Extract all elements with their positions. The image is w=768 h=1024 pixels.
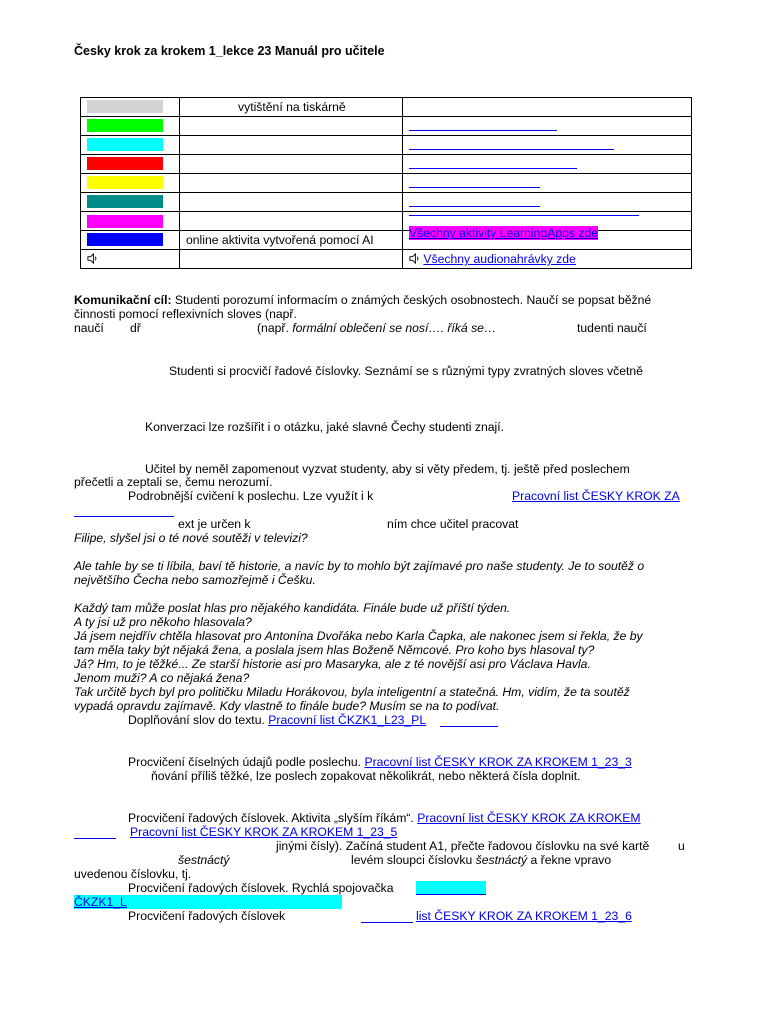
listening-detail: Podrobnější cvičení k poslechu. Lze využít i k xyxy=(128,489,374,503)
ordinals-link-a[interactable]: Pracovní list ČESKY KROK ZA KROKEM xyxy=(417,811,641,825)
left-column: levém sloupci číslovku šestnáctý a řekne vpravo xyxy=(351,853,612,867)
link-placeholder[interactable] xyxy=(409,130,557,131)
dialogue-line: vypadá opravdu zajímavě. Kdy vlastně to finále bude? Musím se na to podívat. xyxy=(74,699,500,713)
line3-b: dř xyxy=(130,321,141,335)
dialogue-line: Každý tam může poslat hlas pro nějakého kandidáta. Finále bude už příští týden. xyxy=(74,601,511,615)
dialogue-line: Filipe, slyšel jsi o té nové soutěži v televizi? xyxy=(74,531,308,545)
other-numbers: jinými čísly). Začíná student A1, přečte řadovou číslovku na své kartě xyxy=(276,839,650,853)
legend-row-blue xyxy=(81,231,692,250)
dialogue-line: Jenom muži? A co nějaká žena? xyxy=(74,671,250,685)
numbers-link[interactable]: Pracovní list ČESKY KROK ZA KROKEM 1_23_3 xyxy=(364,755,632,769)
para-ordinals: Studenti si procvičí řadové číslovky. Seznámí se s různými typy zvratných sloves včetně xyxy=(169,364,643,378)
link-placeholder[interactable] xyxy=(409,206,540,207)
dialogue-line: největšího Čecha nebo samozřejmě i Češku. xyxy=(74,573,316,587)
link-placeholder[interactable] xyxy=(361,922,413,923)
audio-link[interactable]: Všechny audionahrávky zde xyxy=(423,252,576,266)
last-link[interactable]: list ČESKY KROK ZA KROKEM 1_23_6 xyxy=(416,909,632,923)
para-teacher-2: přečetli a zeptali se, čemu nerozumí. xyxy=(74,475,273,489)
swatch-teal xyxy=(87,195,163,208)
swatch-cyan xyxy=(87,138,163,151)
page-title: Česky krok za krokem 1_lekce 23 Manuál pro učitele xyxy=(74,44,385,58)
quick-match: Procvičení řadových číslovek. Rychlá spojovačka xyxy=(128,881,394,895)
swatch-red xyxy=(87,157,163,170)
goal-line xyxy=(74,293,651,307)
link-placeholder[interactable] xyxy=(409,187,540,188)
link-placeholder[interactable] xyxy=(409,149,614,150)
quick-match-link[interactable] xyxy=(416,881,486,895)
line3-c: (např. formální oblečení se nosí…. říká se… xyxy=(257,321,497,335)
legend-table xyxy=(80,97,692,269)
swatch-gray xyxy=(87,100,163,113)
legend-row-yellow xyxy=(81,174,692,193)
fill-words-link[interactable]: Pracovní list ČKZK1_L23_PL xyxy=(268,713,427,727)
dialogue-line: Ale tahle by se ti líbila, baví tě historie, a navíc by to mohlo být zajímavé pro naše studenty. Je to soutěž o xyxy=(74,559,645,573)
link-placeholder[interactable] xyxy=(409,168,577,169)
print-label: vytištění na tiskárně xyxy=(238,100,346,114)
numbers-listening: Procvičení číselných údajů podle poslechu. Pracovní list ČESKY KROK ZA KROKEM 1_23_3 xyxy=(128,755,632,769)
line3-italic: formální oblečení se nosí…. říká se… xyxy=(292,321,497,335)
ordinals-link-b[interactable]: Pracovní list ČESKY KROK ZA KROKEM 1_23_5 xyxy=(130,825,398,839)
para-conversation: Konverzaci lze rozšířit i o otázku, jaké slavné Čechy studenti znají. xyxy=(145,420,505,434)
speaker-icon xyxy=(87,252,98,266)
stated-numeral: uvedenou číslovku, tj. xyxy=(74,867,192,881)
legend-row-teal xyxy=(81,193,692,212)
link-placeholder[interactable] xyxy=(409,215,639,216)
line3-a: naučí xyxy=(74,321,104,335)
legend-row-magenta xyxy=(81,212,692,231)
dialogue-line: Já? Hm, to je těžké... Ze starší historie asi pro Masaryka, ale z té novější asi pro Václava Havla. xyxy=(74,657,591,671)
legend-row-print xyxy=(81,98,692,117)
goal-text: Studenti porozumí informacím o známých českých osobnostech. Naučí se popsat běžné xyxy=(171,293,652,307)
audio-link-row[interactable] xyxy=(409,252,576,266)
dialogue-line: Já jsem nejdřív chtěla hlasovat pro Antonína Dvořáka nebo Karla Čapka, ale nakonec jsem si řekla, že by xyxy=(74,629,643,643)
dialogue-line: A ty jsi už pro někoho hlasovala? xyxy=(74,615,252,629)
goal-label: Komunikační cíl: xyxy=(74,293,172,307)
sestnacty-1: šestnáctý xyxy=(178,853,230,867)
dialogue-line: Tak určitě bych byl pro političku Miladu Horákovou, byla inteligentní a statečná. Hm, vidím, že ta soutěž xyxy=(74,685,630,699)
legend-row-cyan xyxy=(81,136,692,155)
goal-line-2: činnosti pomocí reflexivních sloves (např. xyxy=(74,307,297,321)
numbers-hint: ňování příliš těžké, lze poslech zopakovat několikrát, nebo některá čísla doplnit. xyxy=(151,769,581,783)
u-word: u xyxy=(678,839,685,853)
fill-words: Doplňování slov do textu. Pracovní list ČKZK1_L23_PL xyxy=(128,713,427,727)
line3-d: tudenti naučí xyxy=(577,321,647,335)
link-placeholder[interactable] xyxy=(74,838,116,839)
listening-link[interactable]: Pracovní list ČESKY KROK ZA xyxy=(512,489,680,503)
ordinals-activity: Procvičení řadových číslovek. Aktivita „slyším říkám“. Pracovní list ČESKY KROK ZA KROKEM xyxy=(128,811,641,825)
ordinals-last: Procvičení řadových číslovek xyxy=(128,909,286,923)
text-for-a: ext je určen k xyxy=(178,517,251,531)
swatch-blue xyxy=(87,233,163,246)
text-for-b: ním chce učitel pracovat xyxy=(387,517,519,531)
swatch-yellow xyxy=(87,176,163,189)
ckzk-link[interactable]: ČKZK1_L xyxy=(74,895,342,909)
ai-label: online aktivita vytvořená pomocí AI xyxy=(186,233,374,247)
para-teacher-1: Učitel by neměl zapomenout vyzvat studenty, aby si věty předem, tj. ještě před poslechem xyxy=(145,462,630,476)
legend-row-audio xyxy=(81,250,692,269)
dialogue-line: tam měla taky být nějaká žena, a poslala jsem hlas Boženě Němcové. Pro koho bys hlasoval ty? xyxy=(74,643,595,657)
swatch-green xyxy=(87,119,163,132)
link-placeholder[interactable] xyxy=(74,516,174,517)
speaker-icon xyxy=(409,252,420,266)
learningapps-link[interactable]: Všechny aktivity LearningApps zde xyxy=(409,226,599,240)
swatch-magenta xyxy=(87,215,163,228)
link-placeholder[interactable] xyxy=(440,726,498,727)
legend-row-green xyxy=(81,117,692,136)
legend-row-red xyxy=(81,155,692,174)
